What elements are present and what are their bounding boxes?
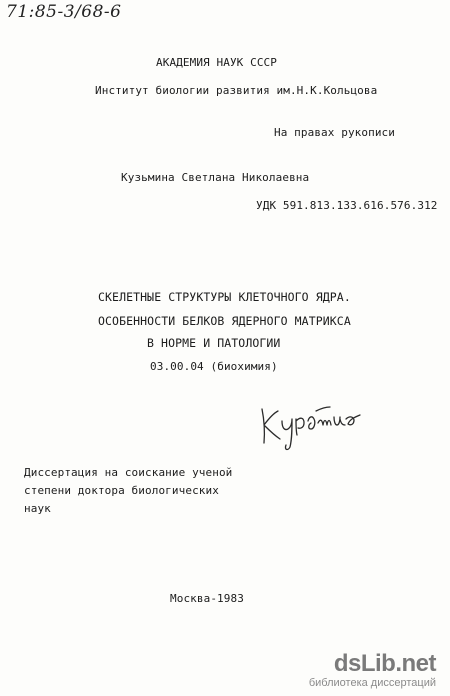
archive-code: 71:85-3/68-6 — [6, 2, 122, 22]
watermark-brand: dsLib.net — [333, 650, 436, 677]
rights-note: На правах рукописи — [274, 126, 396, 139]
degree-line-1: Диссертация на соискание ученой — [24, 466, 233, 479]
handwritten-signature — [256, 395, 366, 453]
author-name: Кузьмина Светлана Николаевна — [121, 171, 310, 184]
institute-name: Институт биологии развития им.Н.К.Кольцова — [95, 84, 378, 97]
academy-heading: АКАДЕМИЯ НАУК СССР — [156, 56, 278, 69]
title-line-1: СКЕЛЕТНЫЕ СТРУКТУРЫ КЛЕТОЧНОГО ЯДРА. — [98, 290, 351, 304]
degree-line-2: степени доктора биологических — [24, 484, 219, 497]
title-line-2: ОСОБЕННОСТИ БЕЛКОВ ЯДЕРНОГО МАТРИКСА — [98, 314, 351, 328]
title-line-3: В НОРМЕ И ПАТОЛОГИИ — [147, 336, 281, 350]
watermark-tagline: библиотека диссертаций — [308, 677, 436, 689]
udc-code: УДК 591.813.133.616.576.312 — [256, 199, 438, 212]
place-year: Москва-1983 — [170, 592, 244, 605]
specialty-code: 03.00.04 (биохимия) — [150, 360, 278, 373]
degree-line-3: наук — [24, 502, 51, 515]
dslib-watermark — [309, 652, 436, 690]
